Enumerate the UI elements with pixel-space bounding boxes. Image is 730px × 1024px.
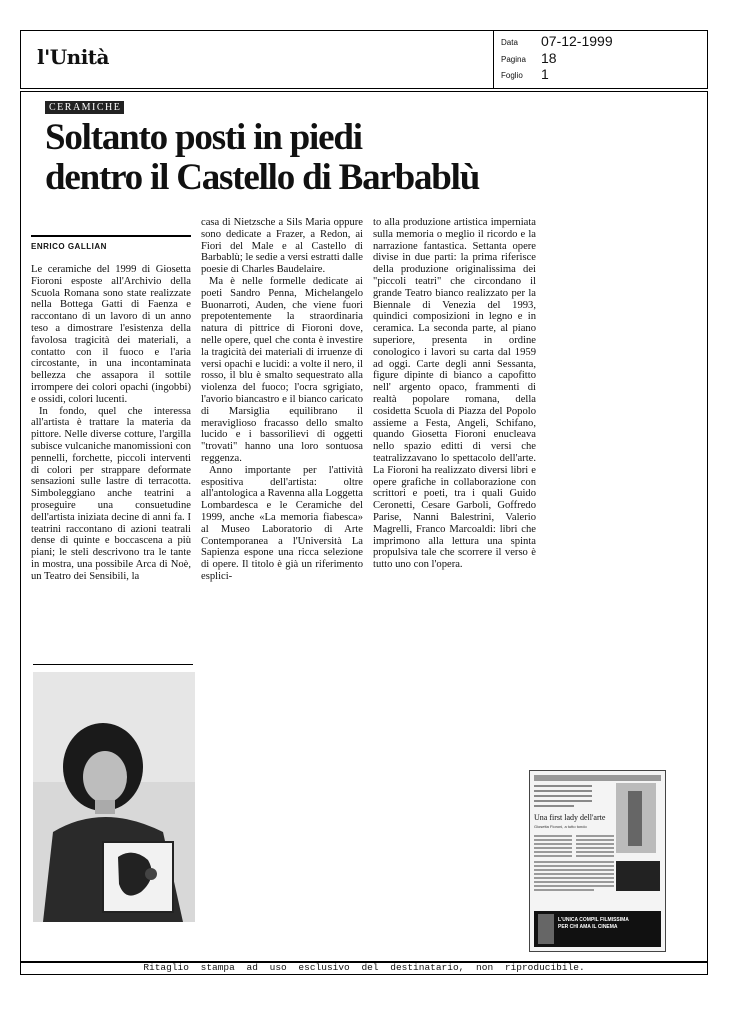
paragraph: Anno importante per l'attività espositiva dell'artista: oltre all'antologica a Ravenna alla Loggetta Lombardesca e le Ceramiche del 1999, anche «La memoria fiabesca» al Museo Laboratorio di Arte Contemporanea a l'Università La Sapienza espone una ricca selezione di opere. Il titolo è già un riferimento esplici- [201,464,363,582]
headline-line-1: Soltanto posti in piedi [45,117,362,158]
paragraph: casa di Nietzsche a Sils Maria oppure sono dedicate a Frazer, a Redon, ai Fiori del Male e al Castello di Barbablù; le sedie a versi estratti dalle poesie di Charles Baudelaire. [201,217,363,276]
artist-photo [33,672,195,922]
article-column-3 [373,217,536,571]
paragraph: Le ceramiche del 1999 di Giosetta Fioroni esposte all'Archivio della Scuola Romana sono state realizzate nella Bottega Gatti di Faenza e raccontano di un lavoro di un anno teso a dimostrare l'esistenza della favolosa tragicità dei materiali, a contatto con il fuoco e l'aria circostante, in una incontaminata bellezza che assapora il sottile irrompere dei colori opachi (ingobbi) e ossidi, colori lucenti. [31,264,191,405]
paragraph: to alla produzione artistica imperniata sulla memoria o meglio il ricordo e la narrazione fantastica. Settanta opere divise in due parti: la prima riferisce della produzione originalissima dei "piccoli teatri" che circondano il grande Teatro bianco realizzato per la Biennale di Venezia del 1993, quindici composizioni in legno e in ceramica. La seconda parte, al piano superiore, presenta in ordine conologico i lavori su carta dal 1959 ad oggi. Carte degli anni Sessanta, figure dipinte di bianco a capofitto nell' argento opaco, frammenti di realtà popolare romana, della cosidetta Scuola di Piazza del Popolo assieme a Festa, Angeli, Schifano, quando Giosetta Fioroni enucleava nello spazio editti di versi che teatralizzavano lo spettacolo dell'arte. La Fioroni ha realizzato diversi libri e opere grafiche in collaborazione con scrittori e poeti, tra i quali Guido Ceronetti, Cesare Garboli, Goffredo Parise, Nanni Balestrini, Valerio Magrelli, Franco Marcoaldi: libri che imprimono alla lettura una spinta propulsiva tale che scorrere il verso è tutto uno con l'opera. [373,217,536,571]
author-byline: ENRICO GALLIAN [31,242,107,251]
section-kicker: CERAMICHE [45,101,124,114]
sheet-label: Foglio [501,71,523,80]
paragraph: Ma è nelle formelle dedicate ai poeti Sandro Penna, Michelangelo Buonarroti, Auden, che viene fuori prepotentemente la straordinaria natura di pittrice di Fioroni dove, nelle opere, quel che conta è investire la tragicità dei materiali di irruenze di versi opachi e lucidi: a volte il nero, il rosso, il blu è smalto sequestrato alla violenza del fuoco; l'ocra sgrigiato, l'avorio biancastro e il bianco caricato di Marsiglia equilibrano il meraviglioso fracasso dello smalto lucido e i bassorilievi di oggetti "trovati" hanno una loro sontuosa reggenza. [201,275,363,464]
footer-disclaimer: Ritaglio stampa ad uso esclusivo del destinatario, non riproducibile. [143,962,585,973]
thumbnail-headline: Una first lady dell'arte [534,813,606,822]
header-divider [493,31,494,88]
thumbnail-subhead: Giosetta Fioroni, a tutto tondo [534,824,587,829]
page-value: 18 [541,50,557,66]
sheet-value: 1 [541,66,549,82]
artist-photo-illustration [33,672,195,922]
headline-line-2: dentro il Castello di Barbablù [45,157,480,198]
article-headline [45,118,605,198]
clipping-header [20,30,708,89]
photo-rule [33,664,193,665]
thumbnail-ad-line-2: PER CHI AMA IL CINEMA [558,924,618,930]
clipping-footer [20,961,708,975]
page-label: Pagina [501,55,526,64]
article-column-1 [31,264,191,583]
paragraph: In fondo, quel che interessa all'artista è trattare la materia da pittore. Nelle diverse cotture, l'argilla subisce vulcaniche manomissioni con pennelli, forchette, piccoli interventi di colori per strappare deformate sensazioni sulle lastre di terracotta. Simboleggiano anche teatrini a proseguire una consuetudine dell'artista iniziata decine di anni fa. I teatrini raccontano di azioni teatrali dense di quinte e boccascena a più piani; le steli descrivono tra le tante in mostra, una possibile Arca di Noè, un Teatro dei Sensibili, la [31,405,191,582]
thumbnail-ad-line-1: L'UNICA COMPIL FILMISSIMA [558,917,629,923]
byline-rule [31,235,191,237]
date-value: 07-12-1999 [541,33,613,49]
article-column-2 [201,217,363,583]
article-clipping [20,91,708,963]
page-thumbnail [529,770,666,952]
date-label: Data [501,38,518,47]
newspaper-logo: l'Unità [37,45,109,69]
